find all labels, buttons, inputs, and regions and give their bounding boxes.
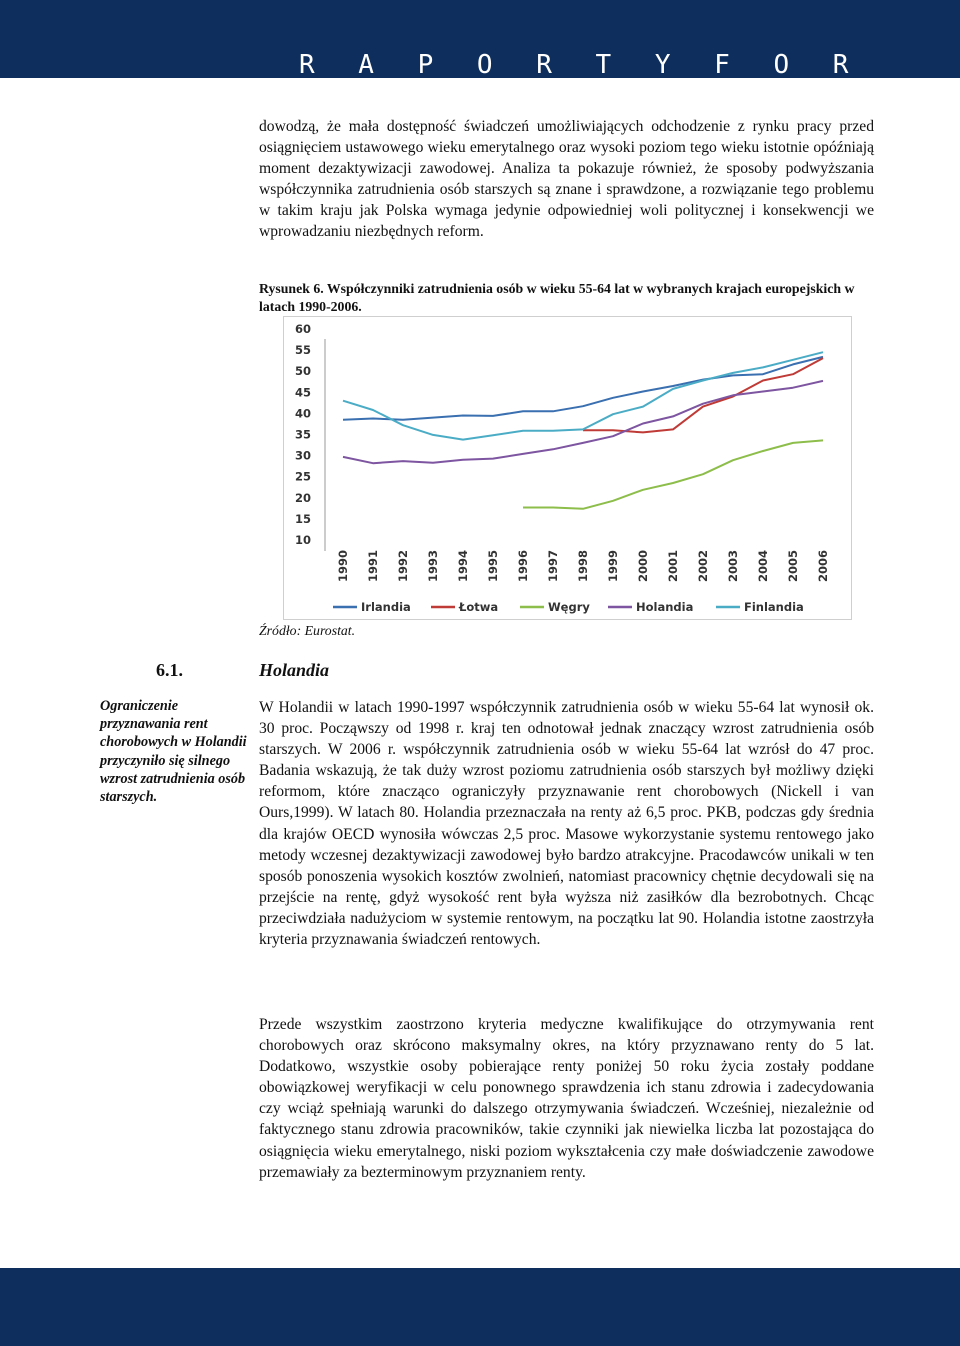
x-tick-label: 2005	[786, 549, 800, 582]
y-tick-label: 30	[294, 448, 311, 463]
x-tick-label: 1996	[516, 549, 530, 582]
header-bar	[0, 0, 960, 78]
y-tick-label: 15	[294, 511, 311, 526]
x-tick-label: 2001	[666, 549, 680, 582]
legend-label: Irlandia	[361, 600, 411, 614]
x-tick-label: 1991	[366, 549, 380, 582]
y-tick-label: 50	[294, 364, 311, 379]
y-tick-label: 20	[294, 490, 311, 505]
figure-source: Źródło: Eurostat.	[259, 623, 356, 638]
legend-label: Finlandia	[744, 600, 804, 614]
x-tick-label: 2002	[696, 549, 710, 582]
line-chart-svg	[283, 316, 852, 620]
x-tick-label: 1994	[456, 549, 470, 582]
section-number: 6.1.	[156, 660, 183, 680]
section-title: Holandia	[259, 660, 330, 680]
legend-label: Węgry	[548, 600, 590, 614]
legend-label: Łotwa	[459, 600, 499, 614]
employment-rate-chart	[283, 316, 852, 620]
figure-caption: Rysunek 6. Współczynniki zatrudnienia osób w wieku 55-64 lat w wybranych krajach europejskich w latach 1990-2006.	[259, 281, 855, 314]
y-tick-label: 60	[294, 322, 311, 336]
x-tick-label: 2000	[636, 549, 650, 582]
intro-paragraph: dowodzą, że mała dostępność świadczeń umożliwiających odchodzenie z rynku pracy przed osiągnięciem ustawowego wieku emerytalnego oraz wysoki poziom tego wieku istotnie opóźniają moment dezaktywizacji zawodowej. Analiza ta pokazuje również, że sposoby podwyższania współczynnika zatrudnienia osób starszych są znane i sprawdzone, a rozwiązanie tego problemu w takim kraju jak Polska wymaga jedynie odpowiedniej woli politycznej i konsekwencji we wprowadzaniu niezbędnych reform.	[259, 118, 874, 241]
margin-note: Ograniczenie przyznawania rent chorobowych w Holandii przyczyniło się silnego wzrost zatrudnienia osób starszych.	[100, 698, 247, 806]
x-tick-label: 1995	[486, 549, 500, 582]
x-tick-label: 2003	[726, 549, 740, 582]
footer-bar	[0, 1268, 960, 1346]
y-tick-label: 40	[294, 406, 311, 421]
y-tick-label: 25	[294, 469, 311, 484]
x-tick-label: 1997	[546, 549, 560, 582]
x-tick-label: 1990	[336, 549, 350, 582]
x-tick-label: 2004	[756, 549, 770, 582]
x-tick-label: 1993	[426, 549, 440, 582]
holland-paragraph-1: W Holandii w latach 1990-1997 współczynnik zatrudnienia osób w wieku 55-64 lat wynosił ok. 30 proc. Począwszy od 1998 r. kraj ten odnotował jednak znaczący wzrost zatrudnienia osób starszych. W 2006 r. współczynnik zatrudnienia osób w wieku 55-64 lat wzrósł do 47 proc. Badania wskazują, że tak duży wzrost poziomu zatrudnienia osób starszych był możliwy dzięki reformom, które znacząco ograniczyły przyznawanie rent chorobowych (Nickell i van Ours,1999). W latach 80. Holandia przeznaczała na renty aż 6,5 proc. PKB, podczas gdy średnia dla krajów OECD wynosiła wówczas 2,5 proc. Masowe wykorzystanie systemu rentowego jako metody wczesnej dezaktywizacji zawodowej było bardzo atrakcyjne. Pracodawców unikali w ten sposób ponoszenia wysokich kosztów zwolnień, natomiast pracownicy chętnie decydowali się na przejście na rentę, gdyż wysokość rent była wyższa niż zasiłków dla bezrobotnych. Chcąc przeciwdziała nadużyciom w systemie rentowym, na początku lat 90. Holandia istotne zaostrzyła kryteria przyznawania świadczeń rentowych.	[259, 699, 874, 949]
header-brand: R A P O R T Y F O R	[299, 50, 863, 80]
y-tick-label: 45	[294, 385, 311, 400]
x-tick-label: 1999	[606, 549, 620, 582]
x-tick-label: 1992	[396, 549, 410, 582]
legend-label: Holandia	[636, 600, 694, 614]
y-tick-label: 10	[294, 533, 311, 547]
x-tick-label: 1998	[576, 549, 590, 582]
x-tick-label: 2006	[816, 549, 830, 582]
holland-paragraph-2: Przede wszystkim zaostrzono kryteria medyczne kwalifikujące do otrzymywania rent chorobowych oraz skrócono maksymalny okres, na który przyznawano renty do 5 lat. Dodatkowo, wszystkie osoby pobierające renty poniżej 50 roku życia zostały poddane obowiązkowej weryfikacji w celu ponownego sprawdzenia ich stanu zdrowia i zadecydowania czy wciąż spełniają warunki do dalszego otrzymywania świadczeń. Wcześniej, niezależnie od faktycznego stanu zdrowia pracowników, takie czynniki jak niewielka liczba lat pozostająca do osiągnięcia wieku emerytalnego, niski poziom wykształcenia czy małe doświadczenie zawodowe przemawiały za bezterminowym przyznaniem renty.	[259, 1016, 874, 1181]
y-tick-label: 55	[294, 343, 311, 358]
y-tick-label: 35	[294, 427, 311, 442]
